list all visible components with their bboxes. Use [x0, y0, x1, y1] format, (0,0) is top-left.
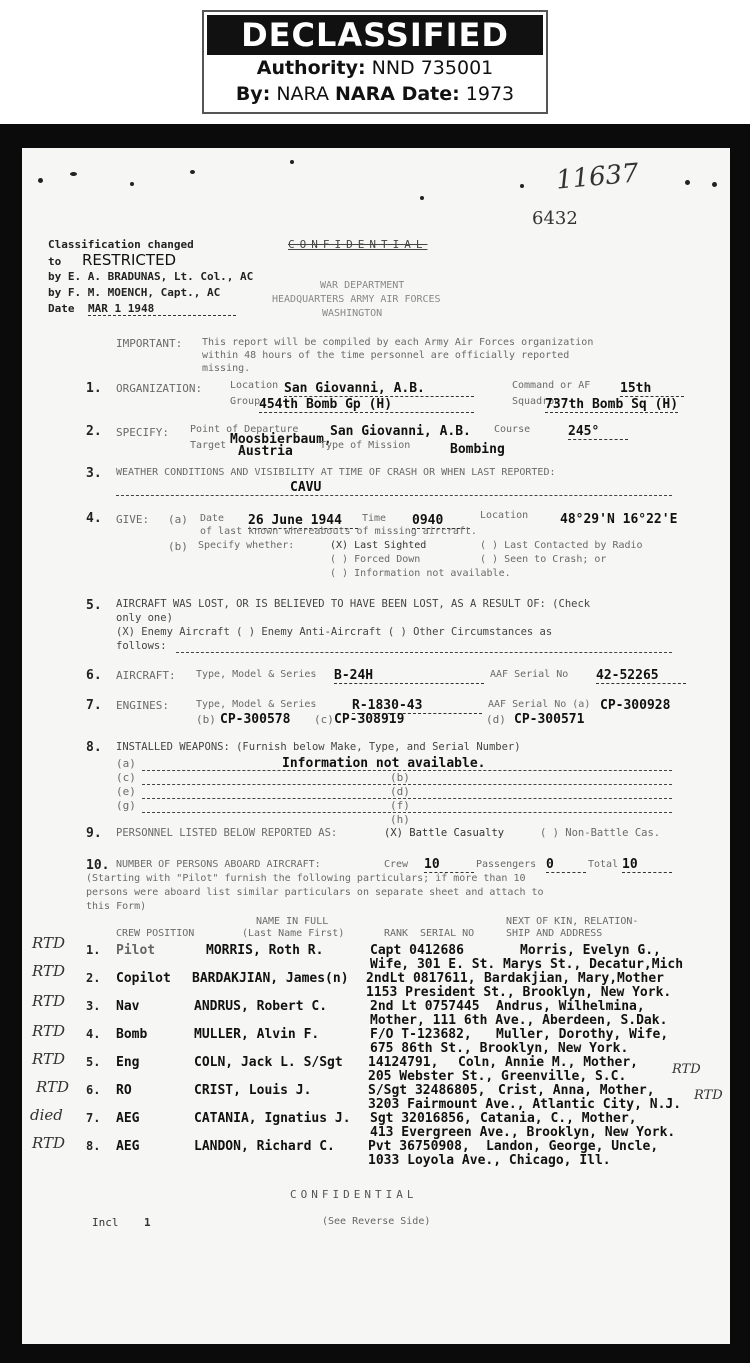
crew-kin-name: Landon, George, Uncle, [486, 1139, 659, 1154]
option-last-sighted: (X) Last Sighted [330, 540, 427, 551]
last-whereabouts-note: of last known whereabouts of missing aircraft. [200, 526, 477, 537]
classification-by-line2: by F. M. MOENCH, Capt., AC [48, 286, 221, 299]
engine-serial-d: CP-300571 [514, 712, 585, 727]
organization-label: ORGANIZATION: [116, 382, 203, 395]
crew-rank-serial: 14124791, [368, 1055, 439, 1070]
mission-type-value: Bombing [450, 442, 505, 457]
crew-header-name-sub: (Last Name First) [242, 928, 345, 939]
aircraft-serial-value: 42-52265 [596, 668, 686, 684]
classification-by-line1: by E. A. BRADUNAS, Lt. Col., AC [48, 270, 254, 283]
crew-status-mark: RTD [32, 992, 66, 1010]
weapons-label: INSTALLED WEAPONS: (Furnish below Make, Type, and Serial Number) [116, 741, 521, 753]
weapons-b: (b) [390, 771, 410, 784]
engine-serial-c: CP-308919 [334, 712, 405, 727]
ink-speck [130, 182, 134, 186]
course-label: Course [494, 424, 531, 435]
engine-b-label: (b) [196, 713, 216, 726]
crew-count-label: Crew [384, 859, 409, 870]
passengers-value: 0 [546, 857, 586, 873]
crew-rank-serial: F/O T-123682, [370, 1027, 472, 1042]
persons-note-line3: this Form) [86, 901, 147, 912]
crew-kin-address: 1153 President St., Brooklyn, New York. [366, 985, 672, 1000]
crew-name: ANDRUS, Robert C. [194, 999, 328, 1014]
aircraft-type-label: Type, Model & Series [196, 669, 317, 680]
engine-d-label: (d) [486, 713, 506, 726]
weapons-g: (g) [116, 799, 136, 812]
aircraft-serial-label: AAF Serial No [490, 669, 569, 680]
classification-to-label: to [48, 255, 62, 268]
section-5-number: 5. [86, 598, 102, 613]
stamp-by [204, 81, 546, 107]
crew-kin-address: Mother, 111 6th Ave., Aberdeen, S.Dak. [370, 1013, 668, 1028]
crew-number: 4. [86, 1027, 101, 1041]
non-battle-option: ( ) Non-Battle Cas. [540, 827, 661, 839]
specify-label: SPECIFY: [116, 426, 169, 439]
persons-note-line2: persons were aboard list similar particulars on separate sheet and attach to [86, 887, 544, 898]
crew-header-name: NAME IN FULL [256, 916, 329, 927]
crew-kin-name: Coln, Annie M., Mother, [458, 1055, 639, 1070]
loss-cause-options: (X) Enemy Aircraft ( ) Enemy Anti-Aircraft ( ) Other Circumstances as [116, 626, 553, 638]
important-line1: This report will be compiled by each Army Air Forces organization [202, 337, 594, 348]
handwritten-file-number: 11637 [554, 158, 640, 196]
crew-status-mark: RTD [32, 1134, 66, 1152]
last-location-label: Location [480, 510, 529, 521]
weapons-a: (a) [116, 757, 136, 770]
war-department-line: WAR DEPARTMENT [320, 280, 405, 291]
crew-header-kin-sub: SHIP AND ADDRESS [506, 928, 603, 939]
reverse-side-note: (See Reverse Side) [322, 1216, 431, 1227]
crew-name: COLN, Jack L. S/Sgt [194, 1055, 343, 1070]
stamp-by-value: NARA [276, 83, 329, 105]
crew-name: MULLER, Alvin F. [194, 1027, 320, 1042]
crew-position: Eng [116, 1055, 140, 1070]
weapons-f: (f) [390, 799, 410, 812]
departure-value: San Giovanni, A.B. [330, 424, 471, 439]
stamp-by-label: By: [235, 83, 271, 105]
engines-label: ENGINES: [116, 699, 169, 712]
option-info-not-available: ( ) Information not available. [330, 568, 511, 579]
loss-cause-line2: only one) [116, 612, 173, 624]
weapons-e: (e) [116, 785, 136, 798]
crew-number: 5. [86, 1055, 101, 1069]
crew-number: 8. [86, 1139, 101, 1153]
handwritten-page-number: 6432 [532, 208, 578, 229]
inclosure-label: Incl [92, 1216, 119, 1229]
squadron-label: Squadron [512, 396, 561, 407]
aircraft-type-value: B-24H [334, 668, 484, 684]
weather-rule [116, 495, 672, 496]
persons-note-line1: (Starting with "Pilot" furnish the following particulars; if more than 10 [86, 873, 526, 884]
location-value: San Giovanni, A.B. [284, 381, 474, 397]
last-location-value: 48°29'N 16°22'E [560, 512, 678, 527]
group-label: Group [230, 396, 261, 407]
loss-cause-follows: follows: [116, 640, 167, 652]
section-8-number: 8. [86, 740, 102, 755]
aircraft-label: AIRCRAFT: [116, 669, 176, 682]
important-line2: within 48 hours of the time personnel are officially reported [202, 350, 570, 361]
time-value: 0940 [412, 513, 470, 529]
ink-speck [38, 178, 43, 183]
departure-label: Point of Departure [190, 424, 299, 435]
ink-speck [520, 184, 524, 188]
crew-kin-name: Crist, Anna, Mother, [498, 1083, 655, 1098]
ink-speck [420, 196, 424, 200]
crew-header-position: CREW POSITION [116, 928, 195, 939]
crew-position: RO [116, 1083, 132, 1098]
crew-kin-name: Morris, Evelyn G., [520, 943, 661, 958]
weapons-rule-4 [142, 812, 672, 813]
classification-changed-line: Classification changed [48, 238, 194, 251]
engine-serial-a: CP-300928 [600, 698, 671, 713]
time-label: Time [362, 513, 387, 524]
engine-c-label: (c) [314, 713, 334, 726]
crew-header-rank: RANK [384, 928, 409, 939]
ink-speck [685, 180, 690, 185]
crew-position: Bomb [116, 1027, 148, 1042]
stamp-date-value: 1973 [465, 83, 515, 105]
crew-number: 2. [86, 971, 101, 985]
mission-type-label: Type of Mission [320, 440, 411, 451]
crew-kin-address: Wife, 301 E. St. Marys St., Decatur,Mich [370, 957, 684, 972]
classification-date-value: MAR 1 1948 [88, 302, 236, 316]
crew-kin-name: Catania, C., Mother, [480, 1111, 637, 1126]
engine-serial-label: AAF Serial No (a) [488, 699, 591, 710]
crew-status-mark: died [30, 1106, 63, 1124]
crew-count-value: 10 [424, 857, 474, 873]
weather-label: WEATHER CONDITIONS AND VISIBILITY AT TIME OF CRASH OR WHEN LAST REPORTED: [116, 467, 556, 478]
stamp-authority-value: NND 735001 [371, 57, 494, 79]
target-label: Target [190, 440, 227, 451]
crew-status-mark: RTD [32, 962, 66, 980]
classification-date-label: Date [48, 302, 75, 315]
stamp-authority [204, 55, 546, 81]
weapons-c: (c) [116, 771, 136, 784]
loss-cause-line1: AIRCRAFT WAS LOST, OR IS BELIEVED TO HAVE BEEN LOST, AS A RESULT OF: (Check [116, 598, 591, 610]
side-mark-ro: RTD [694, 1088, 723, 1103]
battle-casualty-option: (X) Battle Casualty [384, 827, 505, 839]
weapons-rule-3 [142, 798, 672, 799]
date-value: 26 June 1944 [248, 513, 358, 529]
weapons-d: (d) [390, 785, 410, 798]
weapons-value: Information not available. [282, 756, 486, 771]
section-9-number: 9. [86, 826, 102, 841]
total-value: 10 [622, 857, 672, 873]
option-forced-down: ( ) Forced Down [330, 554, 421, 565]
crew-position: Nav [116, 999, 140, 1014]
section-10-number: 10. [86, 858, 110, 873]
crew-rank-serial: Capt 0412686 [370, 943, 464, 958]
important-line3: missing. [202, 363, 251, 374]
declassified-stamp [202, 10, 548, 114]
section-2-number: 2. [86, 424, 102, 439]
crew-status-mark: RTD [32, 1022, 66, 1040]
weapons-rule-2 [142, 784, 672, 785]
option-last-contacted: ( ) Last Contacted by Radio [480, 540, 643, 551]
ink-speck [70, 172, 77, 176]
target-value-line1: Moosbierbaum, [230, 432, 332, 447]
crew-kin-address: 413 Evergreen Ave., Brooklyn, New York. [370, 1125, 676, 1140]
crew-number: 7. [86, 1111, 101, 1125]
total-label: Total [588, 859, 619, 870]
passengers-label: Passengers [476, 859, 537, 870]
crew-name: CATANIA, Ignatius J. [194, 1111, 351, 1126]
course-value: 245° [568, 424, 628, 440]
footer-classification: CONFIDENTIAL [290, 1188, 418, 1201]
specify-whether-label: Specify whether: [198, 540, 295, 551]
crew-header-serial: SERIAL NO [420, 928, 475, 939]
crew-kin-address: 675 86th St., Brooklyn, New York. [370, 1041, 629, 1056]
crew-position: Copilot [116, 971, 171, 986]
option-seen-to-crash: ( ) Seen to Crash; or [480, 554, 607, 565]
crew-position: AEG [116, 1111, 140, 1126]
crew-status-mark: RTD [32, 934, 66, 952]
crew-rank-serial: S/Sgt 32486805, [368, 1083, 486, 1098]
engine-serial-b: CP-300578 [220, 712, 291, 727]
command-value: 15th [620, 381, 684, 397]
location-label: Location [230, 380, 279, 391]
section-6-number: 6. [86, 668, 102, 683]
headquarters-line: HEADQUARTERS ARMY AIR FORCES [272, 294, 441, 305]
command-label: Command or AF [512, 380, 591, 391]
crew-rank-serial: Pvt 36750908, [368, 1139, 470, 1154]
crew-kin-name: Andrus, Wilhelmina, [496, 999, 645, 1014]
stamp-authority-label: Authority: [256, 57, 366, 79]
crew-status-mark: RTD [36, 1078, 70, 1096]
section-4-number: 4. [86, 511, 102, 526]
crew-kin-address: 205 Webster St., Greenville, S.C. [368, 1069, 627, 1084]
weapons-h: (h) [390, 813, 410, 826]
classification-header: CONFIDENTIAL [288, 238, 428, 251]
ink-speck [190, 170, 195, 174]
section-3-number: 3. [86, 466, 102, 481]
crew-status-mark: RTD [32, 1050, 66, 1068]
crew-rank-serial: 2ndLt 0817611, [366, 971, 476, 986]
weapons-rule-1 [142, 770, 672, 771]
crew-name: BARDAKJIAN, James(n) [192, 971, 349, 986]
target-value-line2: Austria [238, 444, 293, 459]
crew-rank-serial: Sgt 32016856, [370, 1111, 472, 1126]
give-a-label: (a) [168, 513, 188, 526]
date-label: Date [200, 513, 225, 524]
important-label: IMPORTANT: [116, 337, 183, 350]
crew-kin-address: 1033 Loyola Ave., Chicago, Ill. [368, 1153, 611, 1168]
inclosure-number: 1 [144, 1216, 151, 1229]
classification-restricted: RESTRICTED [82, 251, 177, 269]
crew-name: LANDON, Richard C. [194, 1139, 335, 1154]
give-b-label: (b) [168, 540, 188, 553]
ink-speck [712, 182, 717, 187]
crew-position: Pilot [116, 943, 156, 958]
crew-number: 3. [86, 999, 101, 1013]
squadron-value: 737th Bomb Sq (H) [545, 397, 679, 412]
washington-line: WASHINGTON [322, 308, 383, 319]
stamp-date-label: NARA Date: [335, 83, 460, 105]
engine-type-value: R-1830-43 [352, 698, 482, 714]
engine-type-label: Type, Model & Series [196, 699, 317, 710]
crew-number: 1. [86, 943, 101, 957]
follows-rule [176, 652, 672, 653]
crew-number: 6. [86, 1083, 101, 1097]
persons-aboard-label: NUMBER OF PERSONS ABOARD AIRCRAFT: [116, 859, 321, 870]
crew-name: MORRIS, Roth R. [206, 943, 324, 958]
personnel-status-label: PERSONNEL LISTED BELOW REPORTED AS: [116, 827, 338, 839]
side-mark-eng: RTD [672, 1062, 701, 1077]
section-1-number: 1. [86, 381, 102, 396]
crew-kin-address: 3203 Fairmount Ave., Atlantic City, N.J. [368, 1097, 682, 1112]
crew-name: CRIST, Louis J. [194, 1083, 312, 1098]
group-value: 454th Bomb Gp (H) [259, 397, 474, 413]
give-label: GIVE: [116, 513, 150, 526]
ink-speck [290, 160, 294, 164]
crew-kin-name: Muller, Dorothy, Wife, [496, 1027, 669, 1042]
crew-header-kin: NEXT OF KIN, RELATION- [506, 916, 639, 927]
crew-rank-serial: 2nd Lt 0757445 [370, 999, 480, 1014]
weather-value: CAVU [290, 480, 322, 495]
crew-kin-name: Bardakjian, Mary,Mother [484, 971, 665, 986]
crew-position: AEG [116, 1139, 140, 1154]
section-7-number: 7. [86, 698, 102, 713]
stamp-title: DECLASSIFIED [207, 15, 543, 55]
